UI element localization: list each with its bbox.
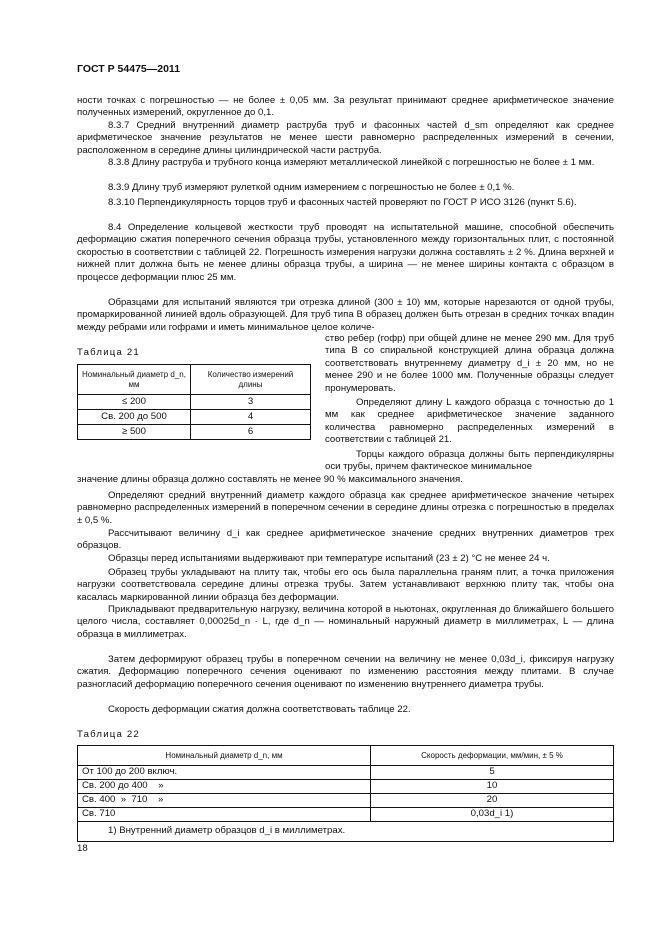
paragraph-speed: Скорость деформации сжатия должна соответствовать таблице 22.: [108, 704, 411, 715]
paragraph-samples: Образцами для испытаний являются три отрезка длиной (300 ± 10) мм, которые нарезаются от одной трубы, промаркированной линией вдоль образующей. Для труб типа В образец должен быть отрезан в средних точках впадин между ребрами или гофрами и иметь минимальное целое количе-: [77, 297, 614, 333]
table-21-cell-count: 4: [191, 410, 311, 425]
paragraph-preload: Прикладывают предварительную нагрузку, величина которой в ньютонах, округленная до ближайшего большего целого числа, составляет 0,00025d_n · L, где d_n — номинальный наружный диаметр в миллиметрах, L — длина образца в миллиметрах.: [77, 604, 614, 640]
table-22-cell-speed: 20: [371, 794, 614, 808]
table-22-header-diameter: Номинальный диаметр d_n, мм: [78, 746, 371, 766]
table-21-header-diameter: Номинальный диаметр d_n, мм: [78, 365, 191, 395]
document-header: ГОСТ Р 54475—2011: [77, 63, 181, 75]
paragraph-ends-cont: значение длины образца должно составлять не менее 90 % максимального значения.: [77, 474, 463, 485]
table-22: [77, 745, 614, 842]
page-number: 18: [77, 843, 88, 854]
paragraph-placement: Образец трубы укладывают на плиту так, чтобы его ось была параллельна граням плит, а точка приложения нагрузки соответствовала середине длины отрезка трубы. Затем устанавливают верхнюю плиту так, чтобы она касалась маркированной линии образца без деформации.: [77, 567, 614, 603]
paragraph-ends: Торцы каждого образца должны быть перпендикулярны оси трубы, причем фактическое минимальное: [325, 449, 614, 473]
paragraph-8-3-9: 8.3.9 Длину труб измеряют рулеткой одним измерением с погрешностью не более ± 0,1 %.: [108, 182, 515, 193]
paragraph-length: Определяют длину L каждого образца с точностью до 1 мм как среднее арифметическое значение заданного количества равномерно распределенных измерений в соответствии с таблицей 21.: [325, 397, 614, 446]
table-22-cell-speed: 0,03d_i 1): [371, 808, 614, 822]
table-22-cell-diameter: От 100 до 200 включ.: [78, 766, 371, 780]
table-21-header-count: Количество измерений длины: [191, 365, 311, 395]
table-21-cell-count: 3: [191, 395, 311, 410]
paragraph-8-3-7: 8.3.7 Средний внутренний диаметр раструба труб и фасонных частей d_sm определяют как среднее арифметическое значение результатов не менее шести равномерно распределенных измерений в сечении, расположенном в середине длины цилиндрической части раструба.: [77, 120, 614, 156]
table-22-cell-speed: 10: [371, 780, 614, 794]
table-22-header-speed: Скорость деформации, мм/мин, ± 5 %: [371, 746, 614, 766]
table-21: [77, 364, 311, 440]
paragraph-conditioning: Образцы перед испытаниями выдерживают при температуре испытаний (23 ± 2) °С не менее 24 ч.: [108, 553, 550, 564]
table-22-footnote: 1) Внутренний диаметр образцов d_i в миллиметрах.: [78, 822, 614, 842]
paragraph-samples-cont: ство ребер (гофр) при общей длине не менее 290 мм. Для труб типа В со спиральной конструкцией длина образца должна соответствовать внутреннему диаметру d_i ± 20 мм, но не менее 290 и не более 1000 мм. Полученные образцы следует пронумеровать.: [325, 333, 614, 394]
paragraph-diameter: Определяют средний внутренний диаметр каждого образца как среднее арифметическое значение четырех равномерно распределенных измерений в поперечном сечении в середине длины отрезка с погрешностью в пределах ± 0,5 %.: [77, 490, 614, 526]
table-21-cell-count: 6: [191, 425, 311, 440]
table-21-cell-diameter: Св. 200 до 500: [78, 410, 191, 425]
table-22-cell-diameter: Св. 400 » 710 »: [78, 794, 371, 808]
paragraph-8-3-8: 8.3.8 Длину раструба и трубного конца измеряют металлической линейкой с погрешностью не более ± 1 мм.: [108, 157, 595, 168]
table-21-cell-diameter: ≥ 500: [78, 425, 191, 440]
table-22-cell-diameter: Св. 200 до 400 »: [78, 780, 371, 794]
paragraph-deform: Затем деформируют образец трубы в поперечном сечении на величину не менее 0,03d_i, фиксируя нагрузку сжатия. Деформацию поперечного сечения оценивают по изменению расстояния между плитами. В случае разногласий деформацию поперечного сечения оценивают по изменению внутреннего диаметра трубы.: [77, 654, 614, 690]
paragraph-di: Рассчитывают величину d_i как среднее арифметическое значение средних внутренних диаметров трех образцов.: [77, 528, 614, 552]
paragraph-1: ности точках с погрешностью — не более ± 0,05 мм. За результат принимают среднее арифметическое значение полученных измерений, округленное до 0,1.: [77, 95, 614, 119]
table-21-caption: Таблица 21: [77, 347, 140, 358]
paragraph-8-3-10: 8.3.10 Перпендикулярность торцов труб и фасонных частей проверяют по ГОСТ Р ИСО 3126 (пункт 5.6).: [108, 197, 577, 208]
table-21-cell-diameter: ≤ 200: [78, 395, 191, 410]
table-22-cell-speed: 5: [371, 766, 614, 780]
table-22-caption: Таблица 22: [77, 729, 140, 740]
paragraph-8-4: 8.4 Определение кольцевой жесткости труб проводят на испытательной машине, способной обеспечить деформацию сжатия поперечного сечения образца трубы, установленного между горизонтальных плит, с постоянной скоростью в соответствии с таблицей 22. Погрешность измерения нагрузки должна составлять ± 2 %. Длина верхней и нижней плит должна быть не менее длины образца трубы, а ширина — не менее ширины контакта с образцом в процессе деформации плюс 25 мм.: [77, 222, 614, 283]
table-22-cell-diameter: Св. 710: [78, 808, 371, 822]
